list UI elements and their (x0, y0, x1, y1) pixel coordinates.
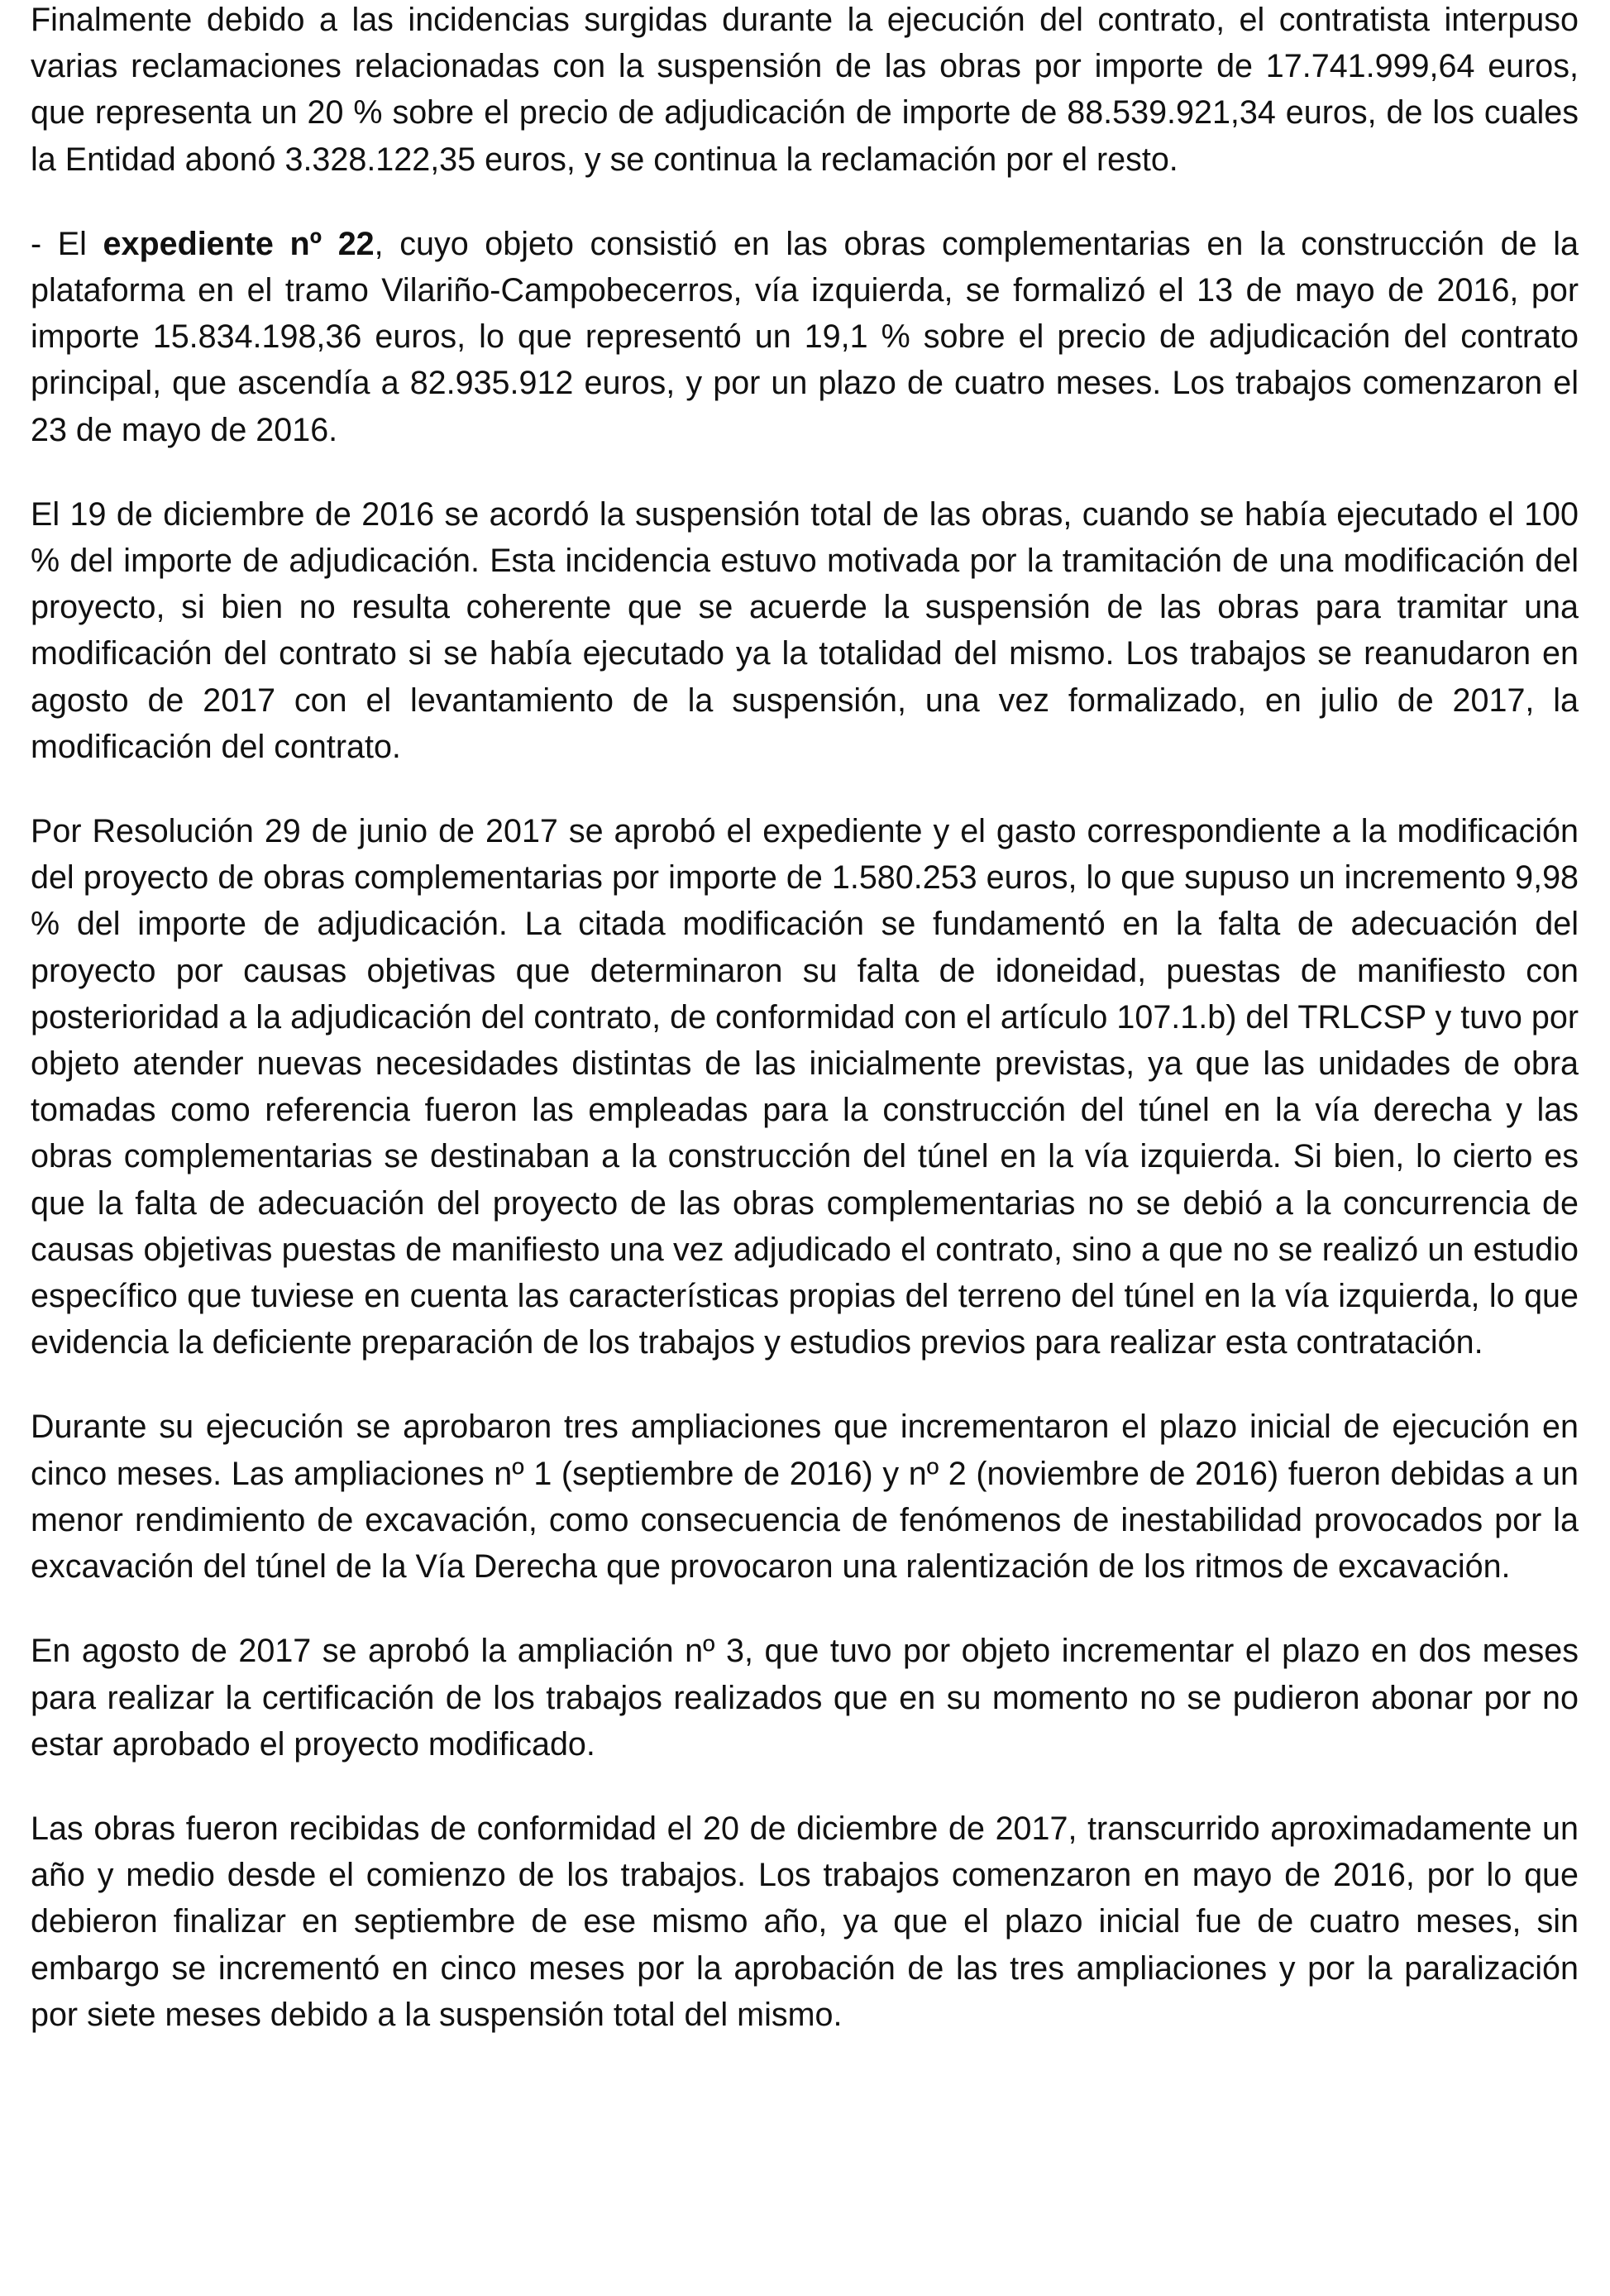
paragraph-expediente-22 (31, 221, 1579, 453)
paragraph-prefix: - El (31, 225, 103, 262)
paragraph-ampliaciones: Durante su ejecución se aprobaron tres ampliaciones que incrementaron el plazo inicial de ejecución en cinco meses. Las ampliaciones nº 1 (septiembre de 2016) y nº 2 (noviembre de 2016) fueron debidas a un menor rendimiento de excavación, como consecuencia de fenómenos de inestabilidad provocados por la excavación del túnel de la Vía Derecha que provocaron una ralentización de los ritmos de excavación. (31, 1409, 1579, 1586)
paragraph-resolucion: Por Resolución 29 de junio de 2017 se aprobó el expediente y el gasto correspondiente a la modificación del proyecto de obras complementarias por importe de 1.580.253 euros, lo que supuso un incremento 9,98 % del importe de adjudicación. La citada modificación se fundamentó en la falta de adecuación del proyecto por causas objetivas que determinaron su falta de idoneidad, puestas de manifiesto con posterioridad a la adjudicación del contrato, de conformidad con el artículo 107.1.b) del TRLCSP y tuvo por objeto atender nuevas necesidades distintas de las inicialmente previstas, ya que las unidades de obra tomadas como referencia fueron las empleadas para la construcción del túnel en la vía derecha y las obras complementarias se destinaban a la construcción del túnel en la vía izquierda. Si bien, lo cierto es que la falta de adecuación del proyecto de las obras complementarias no se debió a la concurrencia de causas objetivas puestas de manifiesto una vez adjudicado el contrato, sino a que no se realizó un estudio específico que tuviese en cuenta las características propias del terreno del túnel en la vía izquierda, lo que evidencia la deficiente preparación de los trabajos y estudios previos para realizar esta contratación. (31, 813, 1579, 1361)
paragraph-body: , cuyo objeto consistió en las obras complementarias en la construcción de la plataforma en el tramo Vilariño-Campobecerros, vía izquierda, se formalizó el 13 de mayo de 2016, por importe 15.834.198,36 euros, lo que representó un 19,1 % sobre el precio de adjudicación del contrato principal, que ascendía a 82.935.912 euros, y por un plazo de cuatro meses. Los trabajos comenzaron el 23 de mayo de 2016. (31, 225, 1579, 448)
paragraph-recepcion: Las obras fueron recibidas de conformidad el 20 de diciembre de 2017, transcurrido aproximadamente un año y medio desde el comienzo de los trabajos. Los trabajos comenzaron en mayo de 2016, por lo que debieron finalizar en septiembre de ese mismo año, ya que el plazo inicial fue de cuatro meses, sin embargo se incrementó en cinco meses por la aprobación de las tres ampliaciones y por la paralización por siete meses debido a la suspensión total del mismo. (31, 1810, 1579, 2033)
paragraph-ampliacion-3: En agosto de 2017 se aprobó la ampliación nº 3, que tuvo por objeto incrementar el plazo en dos meses para realizar la certificación de los trabajos realizados que en su momento no se pudieron abonar por no estar aprobado el proyecto modificado. (31, 1633, 1579, 1763)
paragraph-suspension: El 19 de diciembre de 2016 se acordó la suspensión total de las obras, cuando se había ejecutado el 100 % del importe de adjudicación. Esta incidencia estuvo motivada por la tramitación de una modificación del proyecto, si bien no resulta coherente que se acuerde la suspensión de las obras para tramitar una modificación del contrato si se había ejecutado ya la totalidad del mismo. Los trabajos se reanudaron en agosto de 2017 con el levantamiento de la suspensión, una vez formalizado, en julio de 2017, la modificación del contrato. (31, 495, 1579, 765)
paragraph-reclamaciones: Finalmente debido a las incidencias surgidas durante la ejecución del contrato, el contratista interpuso varias reclamaciones relacionadas con la suspensión de las obras por importe de 17.741.999,64 euros, que representa un 20 % sobre el precio de adjudicación de importe de 88.539.921,34 euros, de los cuales la Entidad abonó 3.328.122,35 euros, y se continua la reclamación por el resto. (31, 2, 1579, 178)
expediente-number: expediente nº 22 (103, 225, 375, 262)
document-page (31, 0, 1579, 2038)
